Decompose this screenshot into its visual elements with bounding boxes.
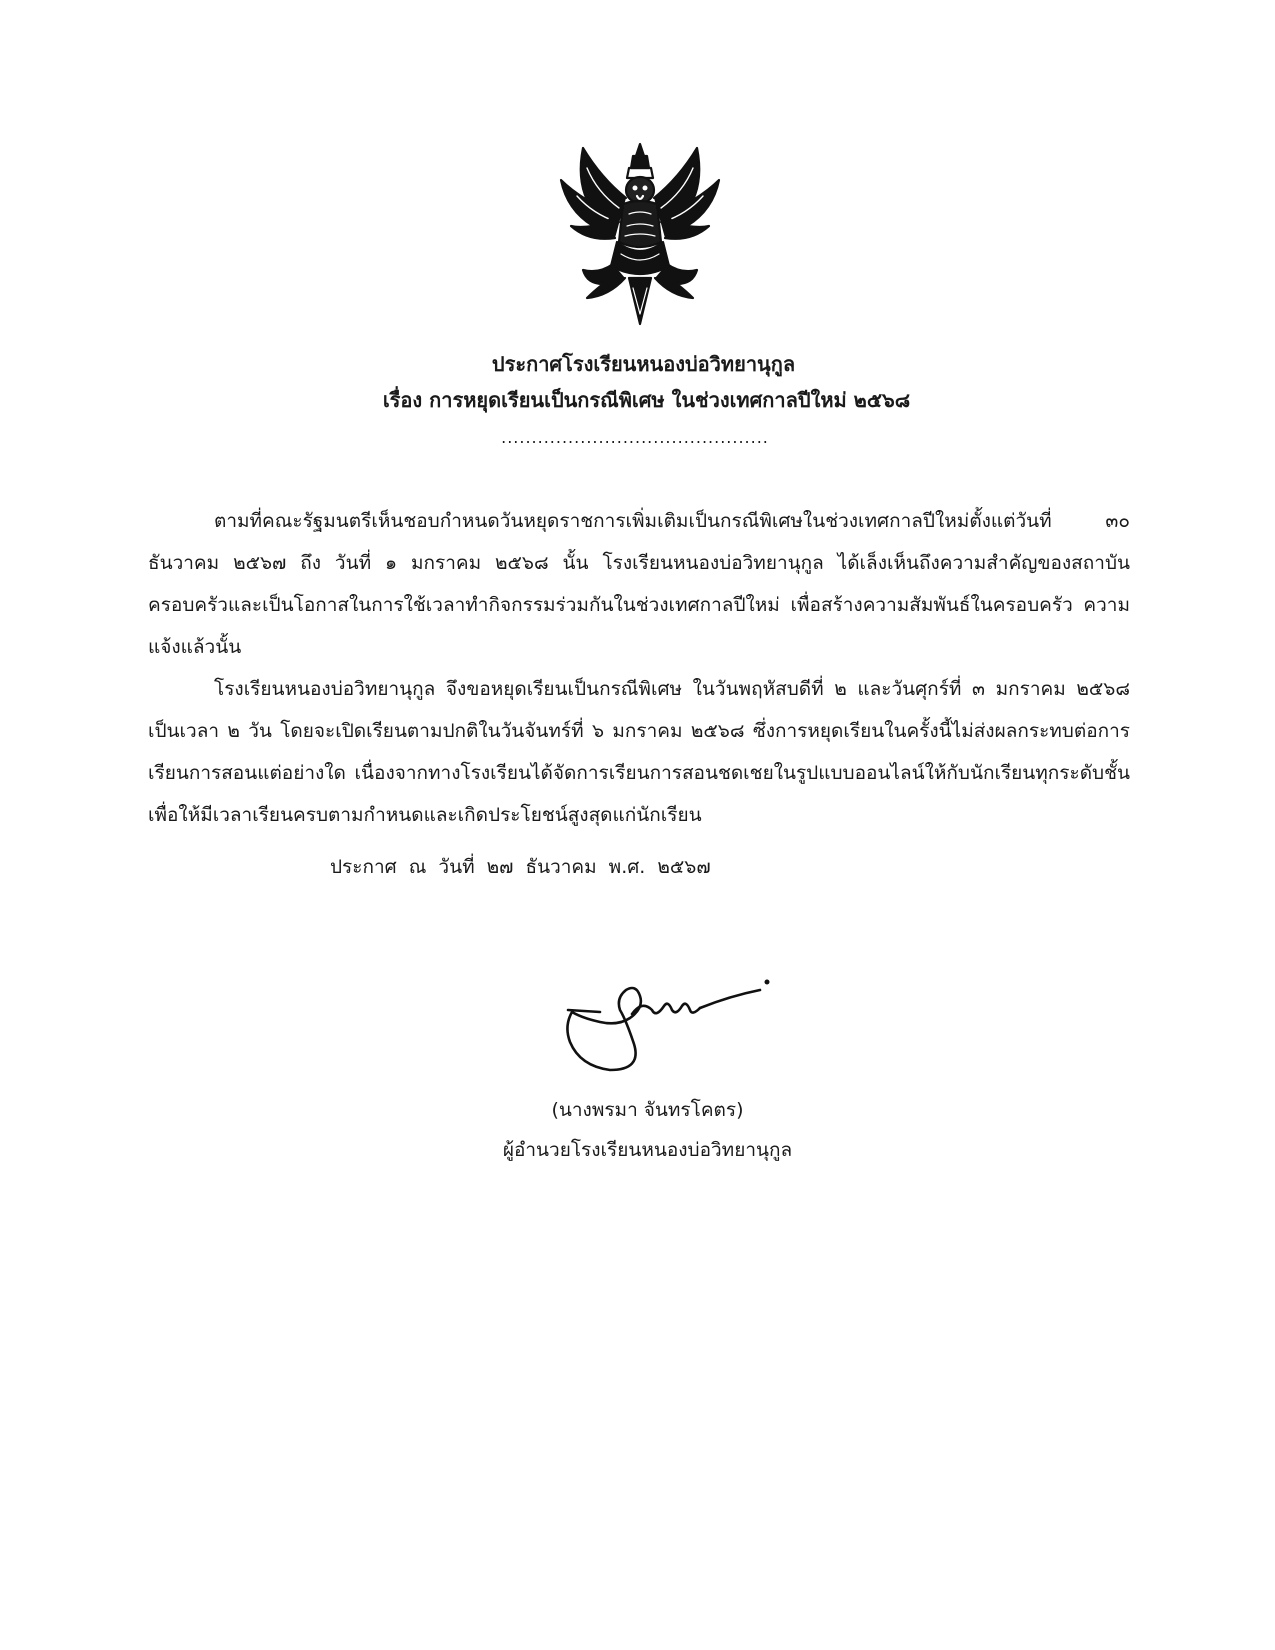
body-paragraph-2: โรงเรียนหนองบ่อวิทยานุกูล จึงขอหยุดเรียนเป็นกรณีพิเศษ ในวันพฤหัสบดีที่ ๒ และวันศุกร์ที่ ๓ มกราคม ๒๕๖๘ เป็นเวลา ๒ วัน โดยจะเปิดเรียนตามปกติในวันจันทร์ที่ ๖ มกราคม ๒๕๖๘ ซึ่งการหยุดเรียนในครั้งนี้ไม่ส่งผลกระทบต่อการเรียนการสอนแต่อย่างใด เนื่องจากทางโรงเรียนได้จัดการเรียนการสอนชดเชยในรูปแบบออนไลน์ให้กับนักเรียนทุกระดับชั้น เพื่อให้มีเวลาเรียนครบตามกำหนดและเกิดประโยชน์สูงสุดแก่นักเรียน xyxy=(148,678,1130,826)
announcement-title: ประกาศโรงเรียนหนองบ่อวิทยานุกูล xyxy=(491,352,796,376)
garuda-emblem-icon xyxy=(553,138,728,328)
signer-name: (นางพรมา จันทรโคตร) xyxy=(551,1099,744,1121)
body-paragraph-1: ตามที่คณะรัฐมนตรีเห็นชอบกำหนดวันหยุดราชการเพิ่มเติมเป็นกรณีพิเศษในช่วงเทศกาลปีใหม่ตั้งแต่วันที่ ๓๐ ธันวาคม ๒๕๖๗ ถึง วันที่ ๑ มกราคม ๒๕๖๘ นั้น โรงเรียนหนองบ่อวิทยานุกูล ได้เล็งเห็นถึงความสำคัญของสถาบันครอบครัวและเป็นโอกาสในการใช้เวลาทำกิจกรรมร่วมกันในช่วงเทศกาลปีใหม่ เพื่อสร้างความสัมพันธ์ในครอบครัว ความแจ้งแล้วนั้น xyxy=(148,510,1130,658)
announcement-header xyxy=(0,346,1275,418)
signer-block xyxy=(0,1090,1275,1170)
announcement-date: ประกาศ ณ วันที่ ๒๗ ธันวาคม พ.ศ. ๒๕๖๗ xyxy=(330,856,711,878)
announcement-subject: เรื่อง การหยุดเรียนเป็นกรณีพิเศษ ในช่วงเทศกาลปีใหม่ ๒๕๖๘ xyxy=(382,388,911,412)
signer-position: ผู้อำนวยโรงเรียนหนองบ่อวิทยานุกูล xyxy=(502,1139,793,1161)
announcement-body xyxy=(148,500,1130,836)
dotted-separator: ............................................ xyxy=(501,428,769,447)
handwritten-signature xyxy=(560,970,780,1080)
